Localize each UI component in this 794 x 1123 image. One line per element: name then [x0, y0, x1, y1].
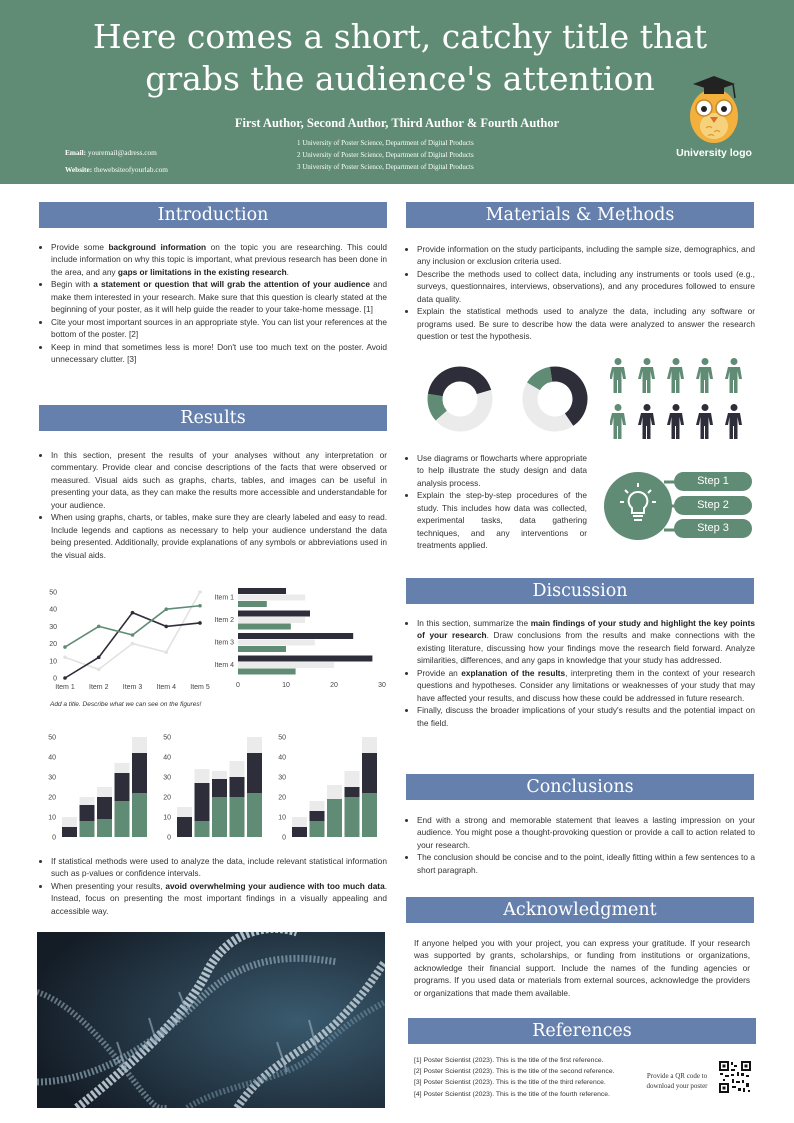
contact-info	[65, 144, 168, 178]
reference-item: [1] Poster Scientist (2023). This is the title of the first reference.	[414, 1057, 604, 1064]
discussion-text	[407, 617, 755, 729]
discussion-bullet-3: • Finally, discuss the broader implications of your study's results and the potential impact on the field.	[417, 704, 755, 729]
y-tick-label: Item 3	[214, 639, 234, 647]
discussion-heading: Discussion	[406, 578, 754, 604]
reference-item: [3] Poster Scientist (2023). This is the title of the third reference.	[414, 1079, 606, 1087]
person-icon	[638, 404, 655, 439]
y-tick-label: 50	[163, 734, 171, 742]
x-tick-label: Item 1	[55, 684, 75, 691]
stacked-bar-segment	[247, 753, 262, 793]
y-tick-label: 20	[49, 641, 57, 649]
references-heading: References	[408, 1018, 756, 1044]
y-tick-label: 0	[53, 675, 57, 683]
qr-code-icon[interactable]	[719, 1061, 751, 1093]
y-tick-label: 10	[278, 814, 286, 822]
stacked-bar-segment	[310, 821, 325, 837]
bar	[238, 588, 286, 594]
person-icon	[725, 358, 742, 393]
stacked-bar-segment	[345, 797, 360, 837]
conclusions-bullet-1: • End with a strong and memorable statement that leaves a lasting impression on your audience. You might pose a thought-provoking question or provide a call to action related to your research.	[417, 814, 755, 851]
donut-slice	[551, 374, 580, 420]
x-tick-label: Item 4	[156, 684, 176, 691]
methods-bullet-2: • Describe the methods used to collect data, including any instruments or tools used (e.g., surveys, questionnaires, interviews, observations), and any procedures followed to ensure data quality.	[417, 268, 755, 305]
stacked-bar-segment	[115, 801, 130, 837]
stacked-bar-segment	[80, 821, 95, 837]
y-tick-label: 20	[48, 794, 56, 802]
stacked-bar-segment	[97, 787, 112, 797]
stacked-bar-segment	[132, 737, 147, 753]
stacked-bar-segment	[212, 771, 227, 779]
y-tick-label: 40	[278, 754, 286, 762]
dna-helix-icon	[37, 932, 385, 1108]
donut-slice	[530, 386, 569, 424]
y-tick-label: Item 4	[214, 661, 234, 669]
stacked-bar-segment	[327, 799, 342, 837]
data-point	[131, 611, 135, 615]
x-tick-label: 30	[378, 682, 386, 689]
bar	[238, 611, 310, 617]
acknowledgment-text: If anyone helped you with your project, you can express your gratitude. If your research was supported by grants, scholarships, or funding from institutions or organizations, acknowledge their financial support. Include the names of the funding agencies or programs. If you used data or materials from external sources, acknowledge the providers or organizations that made them available.	[414, 938, 750, 998]
website-label: Website:	[65, 165, 93, 174]
conclusions-text	[407, 814, 755, 876]
results-bullet-3: • If statistical methods were used to analyze the data, include relevant statistical information such as p-values or confidence intervals.	[51, 855, 387, 880]
affiliation-2: 2 University of Poster Science, Department of Digital Products	[297, 151, 474, 159]
stacked-bar-segment	[62, 827, 77, 837]
stacked-bar-segment	[97, 797, 112, 819]
stacked-bar-segment	[80, 797, 95, 805]
data-point	[164, 607, 168, 611]
person-icon	[667, 404, 684, 439]
donut-slice	[435, 374, 484, 395]
website-value[interactable]: thewebsiteofyourlab.com	[94, 165, 168, 174]
donut-slice	[441, 392, 485, 424]
stacked-bar-segment	[230, 761, 245, 777]
lightbulb-icon	[604, 468, 684, 548]
y-tick-label: 20	[278, 794, 286, 802]
data-point	[198, 590, 202, 594]
stacked-bar-segment	[292, 817, 307, 827]
donut-slice	[533, 374, 551, 386]
donut-chart-2	[520, 364, 590, 434]
donut-slice	[435, 395, 441, 415]
data-point	[164, 625, 168, 629]
series-line	[65, 592, 200, 669]
introduction-text	[41, 241, 387, 365]
people-icons	[610, 358, 760, 442]
y-tick-label: 0	[167, 834, 171, 842]
y-tick-label: 40	[49, 606, 57, 614]
data-point	[63, 676, 67, 680]
stacked-bar-segment	[177, 817, 192, 837]
stacked-bar-segment	[115, 763, 130, 773]
reference-item: [4] Poster Scientist (2023). This is the title of the fourth reference.	[414, 1090, 610, 1098]
line-chart	[40, 582, 210, 694]
results-text-bottom	[41, 855, 387, 917]
email-label: Email:	[65, 148, 87, 157]
stacked-bar-segment	[195, 783, 210, 821]
author-list: First Author, Second Author, Third Author & Fourth Author	[234, 116, 560, 130]
affiliations	[297, 137, 474, 173]
stacked-bar-segment	[212, 797, 227, 837]
bar	[238, 624, 291, 630]
data-point	[97, 625, 101, 629]
step-2-button: Step 2	[674, 496, 752, 515]
methods-text-top	[407, 243, 755, 343]
stacked-bar-segment	[195, 769, 210, 783]
stacked-bar-segment	[230, 777, 245, 797]
intro-bullet-3: • Cite your most important sources in an appropriate style. You can list your references at the bottom of the poster. [2]	[51, 316, 387, 341]
stacked-bar-segment	[247, 793, 262, 837]
data-point	[131, 642, 135, 646]
methods-bullet-4: • Use diagrams or flowcharts where appropriate to help illustrate the study design and data analysis process.	[417, 452, 587, 489]
discussion-bullet-2: • Provide an explanation of the results, interpreting them in the context of your research questions and hypotheses. Consider any limitations or weaknesses of your study that may have affected your results, and discuss how these could be addressed in future research.	[417, 667, 755, 704]
person-icon	[725, 404, 742, 439]
results-bullet-1: • In this section, present the results of your analyses without any interpretation or commentary. Provide clear and concise descriptions of the facts that were observed or measured. Visual aids such as graphs, charts, tables, and images can be useful in presenting your data, as they can make the results more accessible and understandable for your audience.	[51, 449, 387, 511]
intro-bullet-2: • Begin with a statement or question that will grab the attention of your audience and make them interested in your research. Make sure that this question is clearly stated at the beginning of your poster, as it will help guide the reader to your take-home message. [1]	[51, 278, 387, 315]
stacked-bar-segment	[310, 801, 325, 811]
person-icon	[610, 358, 626, 393]
affiliation-1: 1 University of Poster Science, Department of Digital Products	[297, 139, 474, 147]
intro-bullet-1: • Provide some background information on the topic you are researching. This could include information on why this topic is important, what previous research has been done in the area, and any gaps or limitations in the existing research.	[51, 241, 387, 278]
stacked-bar-segment	[177, 807, 192, 817]
results-bullet-4: • When presenting your results, avoid overwhelming your audience with too much data. Instead, focus on presenting the most important findings in a visually appealing and accessible way.	[51, 880, 387, 917]
person-icon	[696, 358, 713, 393]
y-tick-label: 10	[49, 658, 57, 666]
reference-item: [2] Poster Scientist (2023). This is the title of the second reference.	[414, 1068, 615, 1076]
stacked-bar-segment	[292, 827, 307, 837]
bar	[238, 617, 305, 623]
bar	[238, 595, 305, 601]
person-icon	[638, 358, 655, 393]
x-tick-label: 0	[236, 682, 240, 689]
stacked-bar-segment	[345, 771, 360, 787]
results-text-top	[41, 449, 387, 561]
stacked-bar-segment	[345, 787, 360, 797]
person-icon	[667, 358, 684, 393]
data-point	[164, 650, 168, 654]
person-icon	[696, 404, 713, 439]
y-tick-label: 50	[278, 734, 286, 742]
owl-icon	[676, 76, 752, 146]
data-point	[198, 604, 202, 608]
bar	[238, 601, 267, 607]
stacked-bar-segment	[247, 737, 262, 753]
y-tick-label: 0	[52, 834, 56, 842]
discussion-bullet-1: • In this section, summarize the main findings of your study and highlight the key points of your research. Draw conclusions from the results and make connections with the existing literature, discussing how your findings move the research field forward. Analyze similarities, differences, and any gaps in knowledge that your study has addressed.	[417, 617, 755, 667]
data-point	[97, 668, 101, 672]
title-line-1: Here comes a short, catchy title that	[92, 17, 708, 56]
stacked-bar-segment	[310, 811, 325, 821]
x-tick-label: 10	[282, 682, 290, 689]
stacked-bar-segment	[195, 821, 210, 837]
y-tick-label: 10	[163, 814, 171, 822]
data-point	[63, 645, 67, 649]
conclusions-bullet-2: • The conclusion should be concise and to the point, ideally fitting within a few sentences to a short paragraph.	[417, 851, 755, 876]
university-logo	[676, 76, 752, 166]
stacked-bar-segment	[362, 737, 377, 753]
y-tick-label: 50	[49, 589, 57, 597]
dna-helix-image	[37, 932, 385, 1108]
y-tick-label: Item 2	[214, 616, 234, 624]
bar	[238, 646, 286, 652]
stacked-bar-segment	[62, 817, 77, 827]
stacked-bar-chart-1	[40, 730, 155, 843]
logo-text: University logo	[676, 147, 752, 159]
poster-header	[0, 0, 794, 184]
title-line-2: grabs the audience's attention	[145, 58, 655, 98]
x-tick-label: Item 3	[122, 684, 143, 691]
poster-title	[60, 16, 740, 100]
stacked-bar-segment	[362, 793, 377, 837]
y-tick-label: 30	[48, 774, 56, 782]
stacked-bar-segment	[97, 819, 112, 837]
stacked-bar-segment	[80, 805, 95, 821]
introduction-heading: Introduction	[39, 202, 387, 228]
step-3-button: Step 3	[674, 519, 752, 538]
stacked-bar-chart-2	[155, 730, 270, 843]
x-tick-label: Item 2	[89, 684, 109, 691]
bar	[238, 633, 353, 639]
y-tick-label: 40	[48, 754, 56, 762]
methods-bullet-1: • Provide information on the study participants, including the sample size, demographics, and any inclusion or exclusion criteria used.	[417, 243, 755, 268]
stacked-bar-chart-3	[270, 730, 385, 843]
y-tick-label: 40	[163, 754, 171, 762]
stacked-bar-segment	[132, 793, 147, 837]
y-tick-label: 10	[48, 814, 56, 822]
horizontal-bar-chart	[210, 582, 388, 694]
stacked-bar-segment	[327, 785, 342, 799]
stacked-bar-segment	[132, 753, 147, 793]
step-1-button: Step 1	[674, 472, 752, 491]
y-tick-label: 0	[282, 834, 286, 842]
stacked-bar-segment	[230, 797, 245, 837]
bar	[238, 662, 334, 668]
donut-chart-1	[425, 364, 495, 434]
reference-list	[414, 1055, 615, 1100]
bar	[238, 640, 315, 646]
y-tick-label: 30	[163, 774, 171, 782]
qr-caption: Provide a QR code to download your poster	[646, 1072, 708, 1090]
figure-caption: Add a title. Describe what we can see on the figures!	[50, 701, 202, 708]
conclusions-heading: Conclusions	[406, 774, 754, 800]
x-tick-label: Item 5	[190, 684, 210, 691]
intro-bullet-4: • Keep in mind that sometimes less is more! Don't use too much text on the poster. Avoid unnecessary clutter. [3]	[51, 341, 387, 366]
data-point	[63, 656, 67, 660]
x-tick-label: 20	[330, 682, 338, 689]
y-tick-label: 50	[48, 734, 56, 742]
person-icon	[610, 404, 626, 439]
stacked-bar-segment	[362, 753, 377, 793]
bar	[238, 669, 296, 675]
email-value[interactable]: youremail@adress.com	[87, 148, 157, 157]
data-point	[131, 633, 135, 637]
stacked-bar-segment	[212, 779, 227, 797]
data-point	[97, 656, 101, 660]
y-tick-label: 20	[163, 794, 171, 802]
bar	[238, 656, 372, 662]
y-tick-label: Item 1	[214, 594, 234, 602]
stacked-bar-segment	[115, 773, 130, 801]
methods-bullet-3: • Explain the statistical methods used to analyze the data, including any software or programs used. Be sure to describe how the data were analyzed to answer the research question or test the hypothesis.	[417, 305, 755, 342]
methods-heading: Materials & Methods	[406, 202, 754, 228]
affiliation-3: 3 University of Poster Science, Department of Digital Products	[297, 163, 474, 171]
results-heading: Results	[39, 405, 387, 431]
methods-bullet-5: • Explain the step-by-step procedures of the study. This includes how data was collected, experimental tasks, data gathering techniques, and any interventions or treatments applied.	[417, 489, 587, 551]
results-bullet-2: • When using graphs, charts, or tables, make sure they are clearly labeled and easy to read. Include legends and captions as necessary to help your audience understand the data being presented. Additionally, provide explanations of any symbols or abbreviations used in the visual aids.	[51, 511, 387, 561]
y-tick-label: 30	[49, 623, 57, 631]
data-point	[198, 621, 202, 625]
acknowledgment-heading: Acknowledgment	[406, 897, 754, 923]
y-tick-label: 30	[278, 774, 286, 782]
methods-text-bottom	[407, 452, 587, 552]
